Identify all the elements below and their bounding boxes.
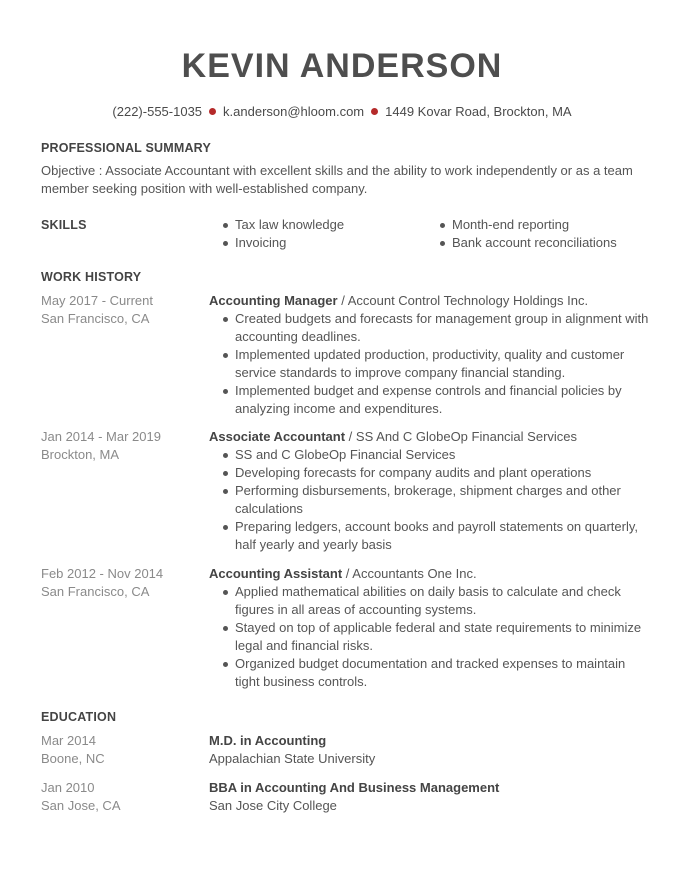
job-bullet: Developing forecasts for company audits and plant operations [222,464,649,482]
job-bullet: Organized budget documentation and tracked expenses to maintain tight business controls. [222,655,649,691]
skills-column-1 [222,216,344,252]
job-bullets [222,583,649,691]
degree: BBA in Accounting And Business Management [209,780,500,795]
job-company: Accountants One Inc. [352,566,477,581]
job-meta [41,428,161,464]
separator-dot-icon [209,108,216,115]
job-location: San Francisco, CA [41,311,150,326]
job-title-line: Associate Accountant / SS And C GlobeOp Financial Services [209,429,578,444]
job-bullet: Created budgets and forecasts for management group in alignment with accounting deadlines. [222,310,649,346]
job-company: Account Control Technology Holdings Inc. [347,293,589,308]
summary-text: Objective : Associate Accountant with excellent skills and the ability to work independently or as a team member seeking position with well-established company. [41,163,633,196]
job-entry [209,292,649,418]
job-entry [209,428,649,554]
address: 1449 Kovar Road, Brockton, MA [385,104,572,119]
job-title: Associate Accountant [209,429,346,444]
education-date: Jan 2010 [41,780,95,795]
education-entry [209,732,375,768]
skill-item: Bank account reconciliations [439,234,617,252]
education-heading: EDUCATION [41,710,117,724]
education-location: Boone, NC [41,751,105,766]
job-location: Brockton, MA [41,447,120,462]
job-bullets [222,446,649,554]
degree: M.D. in Accounting [209,733,327,748]
skill-item: Month-end reporting [439,216,617,234]
separator-dot-icon [371,108,378,115]
education-meta [41,732,105,768]
job-title-line: Accounting Manager / Account Control Technology Holdings Inc. [209,293,589,308]
job-company: SS And C GlobeOp Financial Services [355,429,578,444]
job-meta [41,565,163,601]
education-entry [209,779,499,815]
job-location: San Francisco, CA [41,584,150,599]
job-bullet: SS and C GlobeOp Financial Services [222,446,649,464]
work-history-heading: WORK HISTORY [41,270,142,284]
job-bullets [222,310,649,418]
job-bullet: Applied mathematical abilities on daily basis to calculate and check figures in all areas of accounting systems. [222,583,649,619]
job-title: Accounting Manager [209,293,338,308]
skill-item: Invoicing [222,234,344,252]
skills-heading: SKILLS [41,218,87,232]
skills-column-2 [439,216,617,252]
job-dates: May 2017 - Current [41,293,153,308]
job-bullet: Performing disbursements, brokerage, shipment charges and other calculations [222,482,649,518]
phone: (222)-555-1035 [112,104,203,119]
job-title-line: Accounting Assistant / Accountants One Inc. [209,566,477,581]
email: k.anderson@hloom.com [223,104,365,119]
job-bullet: Preparing ledgers, account books and payroll statements on quarterly, half yearly and yearly basis [222,518,649,554]
job-dates: Feb 2012 - Nov 2014 [41,566,164,581]
job-bullet: Implemented budget and expense controls and financial policies by analyzing income and expenditures. [222,382,649,418]
skill-item: Tax law knowledge [222,216,344,234]
job-bullet: Stayed on top of applicable federal and state requirements to minimize legal and financial risks. [222,619,649,655]
education-date: Mar 2014 [41,733,96,748]
job-title: Accounting Assistant [209,566,343,581]
school: San Jose City College [209,798,337,813]
job-bullet: Implemented updated production, productivity, quality and customer service standards to improve company financial standing. [222,346,649,382]
job-entry [209,565,649,691]
school: Appalachian State University [209,751,376,766]
education-location: San Jose, CA [41,798,121,813]
job-dates: Jan 2014 - Mar 2019 [41,429,161,444]
job-meta [41,292,153,328]
summary-heading: PROFESSIONAL SUMMARY [41,141,211,155]
candidate-name: KEVIN ANDERSON [181,47,503,85]
education-meta [41,779,121,815]
contact-line [0,104,684,119]
